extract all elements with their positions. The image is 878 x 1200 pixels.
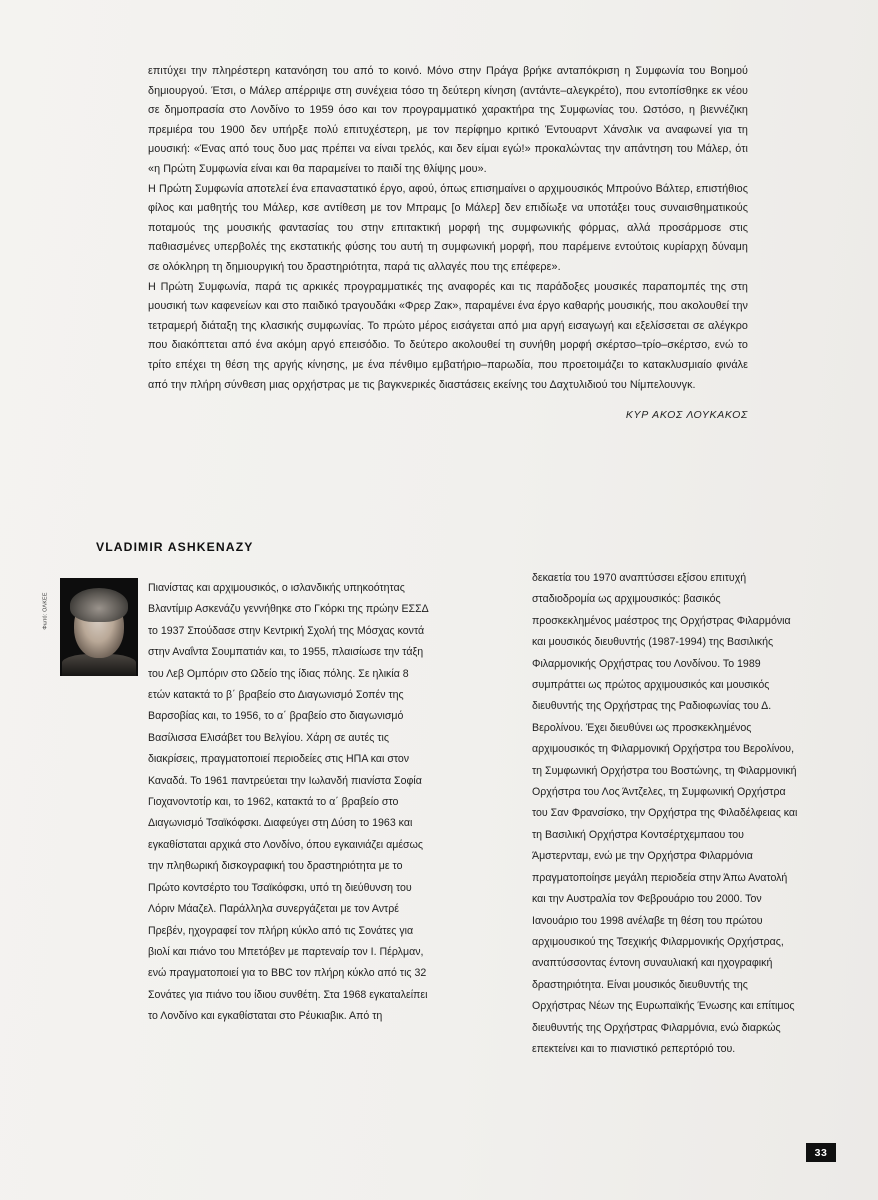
bio-paragraph: δεκαετία του 1970 αναπτύσσει εξίσου επιτυχή σταδιοδρομία ως αρχιμουσικός: βασικός προσκεκλημένος μαέστρος της Ορχήστρας Φιλαρμόνια και μουσικός διευθυντής (1987-1994) της Βασιλικής Φιλαρμονικής Ορχήστρας του Λονδίνου. Το 1989 συμπράττει ως πρώτος αρχιμουσικός και μουσικός διευθυντής της Ορχήστρας της Ραδιοφωνίας του Δ. Βερολίνου. Έχει διευθύνει ως προσκεκλημένος αρχιμουσικός τη Φιλαρμονική Ορχήστρα του Βερολίνου, τη Συμφωνική Ορχήστρα του Βοστώνης, τη Φιλαρμονική Ορχήστρα του Λος Άντζελες, τη Συμφωνική Ορχήστρα του Σαν Φρανσίσκο, την Ορχήστρα της Φιλαδέλφειας και τη Βασιλική Ορχήστρα Κοντσέρτχεμπαου του Άμστερνταμ, ενώ με την Ορχήστρα Φιλαρμόνια πραγματοποίησε μεγάλη περιοδεία στην Άπω Ανατολή και την Αυστραλία τον Φεβρουάριο του 2000. Τον Ιανουάριο του 1998 ανέλαβε τη θέση του πρώτου αρχιμουσικού της Τσεχικής Φιλαρμονικής Ορχήστρας, αναπτύσσοντας έντονη συναυλιακή και ηχογραφική δραστηριότητα. Είναι μουσικός διευθυντής της Ορχήστρας Νέων της Ευρωπαϊκής Ένωσης και επίτιμος διευθυντής της Ορχήστρας Φιλαρμόνια, ενώ διαρκώς επεκτείνει και το πιανιστικό ρεπερτόριό του. xyxy=(532,572,798,1055)
page-number-badge: 33 xyxy=(806,1143,836,1162)
portrait-photo-container xyxy=(42,578,140,676)
article-paragraph: επιτύχει την πληρέστερη κατανόηση του από το κοινό. Μόνο στην Πράγα βρήκε ανταπόκριση η Συμφωνία του Βοημού δημιουργού. Έτσι, ο Μάλερ απέρριψε στη συνέχεια τόσο τη δεύτερη κίνηση (αντάντε–αλεγκρέτο), που εντοπίσθηκε εκ νέου σε δημοπρασία στο Λονδίνο το 1959 όσο και τον προγραμματικό χαρακτήρα της Συμφωνίας του. Ωστόσο, η βιεννέζικη πρεμιέρα του 1900 δεν υπήρξε πολύ επιτυχέστερη, με τον περίφημο κριτικό Έντουαρντ Χάνσλικ να αναφωνεί για τη μουσική: «Ένας από τους δυο μας πρέπει να είναι τρελός, και δεν είμαι εγώ!» προκαλώντας την απάντηση του Μάλερ, ότι «η Πρώτη Συμφωνία είναι και θα παραμείνει το παιδί της θλίψης μου». xyxy=(148,65,748,175)
bio-left-column xyxy=(148,578,430,1028)
bio-right-column xyxy=(532,568,802,1060)
photo-credit: Φωτό: ΟΛΚΕΕ xyxy=(42,592,49,630)
article-byline: ΚΥΡ ΑΚΟΣ ΛΟΥΚΑΚΟΣ xyxy=(625,409,748,422)
portrait-photo xyxy=(60,578,138,676)
article-paragraph: Η Πρώτη Συμφωνία, παρά τις αρκικές προγραμματικές της αναφορές και τις παράδοξες μουσικές παραπομπές της στη μουσική των καφενείων και στο παιδικό τραγουδάκι «Φρερ Ζακ», παραμένει ένα έργο καθαρής μουσικής, που ακολουθεί την τετραμερή διάταξη της κλασικής συμφωνίας. Το πρώτο μέρος εισάγεται από μια αργή εισαγωγή και εξελίσσεται σε αλέγκρο που διακόπτεται από ένα ακόμη αργό επεισόδιο. Το δεύτερο ακολουθεί τη συνήθη μορφή σκέρτσο–τρίο–σκέρτσο, ενώ το τρίτο επέχει τη θέση της αργής κίνησης, με ένα πένθιμο εμβατήριο–παρωδία, που προετοιμάζει το κατακλυσμιαίο φινάλε από την πλήρη σύνθεση μιας ορχήστρας με τις βαγκνερικές διαστάσεις εκείνης του Δαχτυλιδιού του Νίμπελουνγκ. xyxy=(148,280,748,391)
article-paragraph: Η Πρώτη Συμφωνία αποτελεί ένα επαναστατικό έργο, αφού, όπως επισημαίνει ο αρχιμουσικός Μπρούνο Βάλτερ, επιστήθιος φίλος και μαθητής του Μάλερ, κσε αντίθεση με τον Μπραμς [ο Μάλερ] δεν επιδίωξε να υποτάξει τους συναισθηματικούς ποταμούς της μουσικής φαντασίας του στην επιτακτική μορφή της συμφωνικής φόρμας, αλλά προσάρμοσε στις παθιασμένες υπερβολές της εκστατικής φύσης του αυτή τη συμφωνική μορφή, που παρέμεινε εντούτοις κυρίαρχη δύναμη σε ολόκληρη τη δημιουργική του δραστηριότητα, παρά τις αλλαγές που της επέφερε». xyxy=(148,182,748,273)
portrait-hair xyxy=(70,588,128,622)
bio-title: VLADIMIR ASHKENAZY xyxy=(96,540,254,554)
bio-paragraph: Πιανίστας και αρχιμουσικός, ο ισλανδικής υπηκοότητας Βλαντίμιρ Ασκενάζυ γεννήθηκε στο Γκόρκι της πρώην ΕΣΣΔ το 1937 Σπούδασε στην Κεντρική Σχολή της Μόσχας κοντά στην Αναΐντα Σουμπατιάν και, το 1955, πλαισίωσε την τάξη του Λεβ Ομπόριν στο Ωδείο της ίδιας πόλης. Σε ηλικία 8 ετών κατακτά το β΄ βραβείο στο Διαγωνισμό Σοπέν της Βαρσοβίας και, το 1956, το α΄ βραβείο στο διαγωνισμό Βασίλισσα Ελισάβετ του Βελγίου. Χάρη σε αυτές τις διακρίσεις, πραγματοποιεί περιοδείες στις ΗΠΑ και στον Καναδά. Το 1961 παντρεύεται την Ιωλανδή πιανίστα Σοφία Γιοχανοντοτίρ και, το 1962, κατακτά το α΄ βραβείο στο Διαγωνισμό Τσαϊκόφσκι. Διαφεύγει στη Δύση το 1963 και εγκαθίσταται αρχικά στο Λονδίνο, όπου εγκαινιάζει αμέσως την πληθωρική δισκογραφική του δραστηριότητα με το Πρώτο κοντσέρτο του Τσαϊκόφσκι, υπό τη διεύθυνση του Λόριν Μάαζελ. Παράλληλα συνεργάζεται με τον Αντρέ Πρεβέν, ηχογραφεί τον πλήρη κύκλο από τις Σονάτες για βιολί και πιάνο του Μπετόβεν με παρτεναίρ τον Ι. Πέρλμαν, ενώ πραγματοποιεί για το ΒΒC τον πλήρη κύκλο από τις 32 Σονάτες για πιάνο του ίδιου συνθέτη. Στα 1968 εγκαταλείπει το Λονδίνο και εγκαθίσταται στο Ρέυκιαβικ. Από τη xyxy=(148,582,429,1023)
top-article xyxy=(148,62,748,421)
